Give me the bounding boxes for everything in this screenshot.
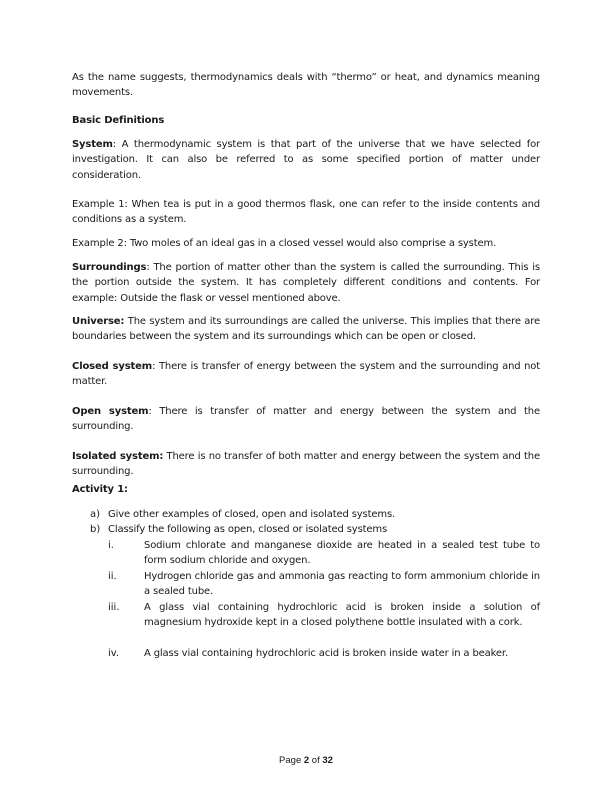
intro-paragraph: As the name suggests, thermodynamics deals with “thermo” or heat, and dynamics meaning movements. [72,72,540,99]
example-2: Example 2: Two moles of an ideal gas in a closed vessel would also comprise a system. [72,238,497,249]
list-marker: a) [90,509,101,520]
sublist-item: A glass vial containing hydrochloric acid is broken inside water in a beaker. [144,648,508,659]
definition-universe [72,314,540,345]
definition-text: The portion of matter other than the system is called the surrounding. This is the portion outside the system. It has completely different conditions and contents. For example: Outside the flask or vessel mentioned above. [72,262,540,304]
definition-text: A thermodynamic system is that part of the universe that we have selected for investigation. It can also be referred to as some specified portion of matter under consideration. [72,139,540,181]
term: Open system [72,406,149,417]
activity-title: Activity 1: [72,484,128,495]
example-1: Example 1: When tea is put in a good thermos flask, one can refer to the inside contents and conditions as a system. [72,199,540,226]
footer-prefix: Page [279,755,304,766]
list-item: Give other examples of closed, open and isolated systems. [108,509,396,520]
definition-surroundings [72,260,540,306]
sublist-item: Hydrogen chloride gas and ammonia gas reacting to form ammonium chloride in a sealed tube. [144,571,540,598]
definition-text: There is no transfer of both matter and energy between the system and the surrounding. [72,451,541,478]
sublist-marker: ii. [108,571,117,582]
term: Closed system [72,361,153,372]
section-heading: Basic Definitions [72,115,165,126]
footer-of: of [309,755,323,766]
term: Isolated system: [72,451,164,462]
list-item: Classify the following as open, closed or isolated systems [108,524,388,535]
sep: : [148,406,160,417]
sublist-marker: i. [108,540,114,551]
term: System [72,139,113,150]
page-total: 32 [322,755,333,766]
sublist-item: A glass vial containing hydrochloric acid is broken inside a solution of magnesium hydroxide kept in a closed polythene bottle insulated with a cork. [144,602,540,629]
definition-text: There is transfer of energy between the system and the surrounding and not matter. [72,361,541,388]
sep: : [146,262,154,273]
definition-text: The system and its surroundings are called the universe. This implies that there are boundaries between the system and its surroundings which can be open or closed. [72,316,540,343]
definition-closed-system [72,359,540,390]
sublist-item: Sodium chlorate and manganese dioxide are heated in a sealed test tube to form sodium chloride and oxygen. [144,540,540,567]
definition-open-system [72,404,540,435]
sublist-marker: iii. [108,602,120,613]
term: Surroundings [72,262,147,273]
definition-text: There is transfer of matter and energy between the system and the surrounding. [72,406,540,433]
page-number: 2 [303,755,310,766]
sep: : [112,139,122,150]
term: Universe: [72,316,125,327]
list-marker: b) [90,524,101,535]
sep: : [152,361,159,372]
page-footer [0,755,612,766]
sublist-marker: iv. [108,648,120,659]
definition-system [72,137,540,183]
definition-isolated-system [72,449,540,480]
